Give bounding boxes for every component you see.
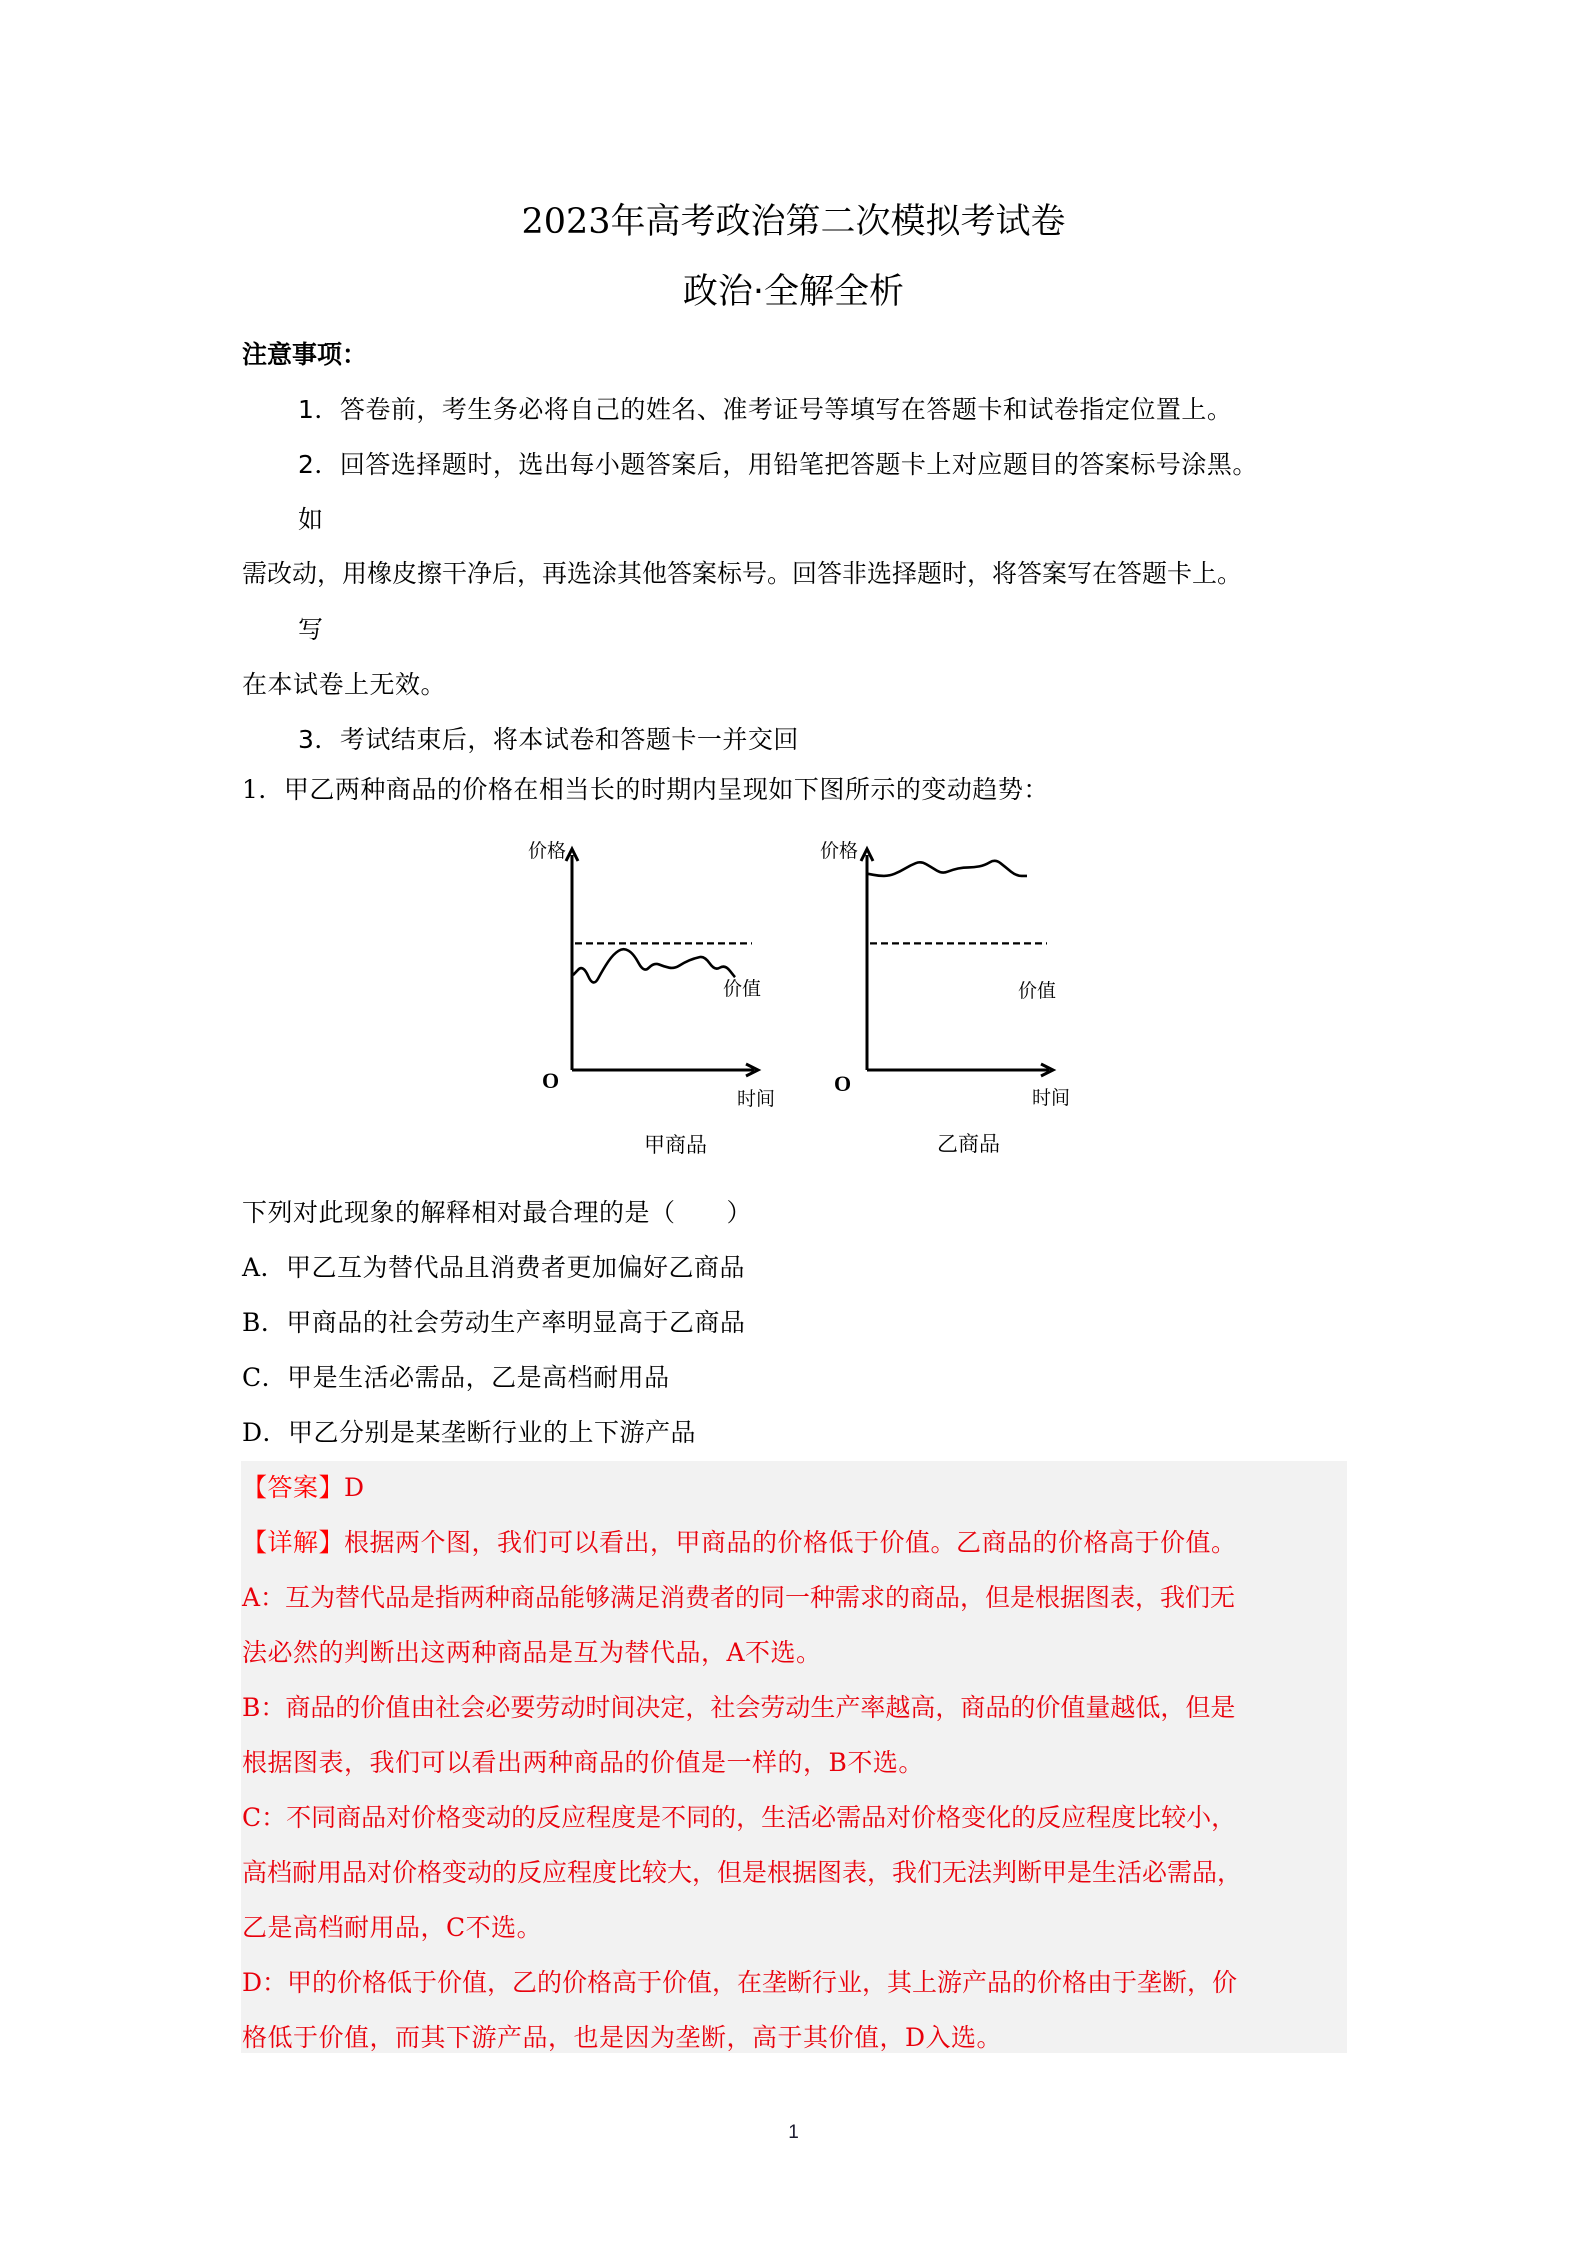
price-line <box>868 861 1027 876</box>
detail-line: 乙是高档耐用品，C不选。 <box>242 1913 543 1942</box>
x-axis-label: 时间 <box>1032 1087 1071 1109</box>
question-stem: 1．甲乙两种商品的价格在相当长的时期内呈现如下图所示的变动趋势： <box>242 775 1049 804</box>
notice-line: 如 <box>298 505 324 534</box>
chart-jia <box>520 835 800 1165</box>
notice-line: 3．考试结束后，将本试卷和答题卡一并交回 <box>298 725 799 754</box>
detail-line: 根据图表，我们可以看出两种商品的价值是一样的，B不选。 <box>242 1748 924 1777</box>
detail-line <box>242 1526 1237 1560</box>
detail-tag: 【详解】 <box>242 1528 345 1557</box>
notice-line: 写 <box>298 615 324 644</box>
page-subtitle: 政治·全解全析 <box>682 272 905 312</box>
chart-caption: 甲商品 <box>644 1133 707 1157</box>
origin-label: O <box>834 1071 852 1096</box>
option-a: A．甲乙互为替代品且消费者更加偏好乙商品 <box>242 1253 746 1282</box>
detail-line: C：不同商品对价格变动的反应程度是不同的，生活必需品对价格变化的反应程度比较小， <box>242 1803 1237 1832</box>
reference-label: 价值 <box>1018 980 1057 1002</box>
price-line <box>573 949 735 982</box>
chart-caption: 乙商品 <box>937 1132 1000 1156</box>
y-axis-label: 价格 <box>820 840 859 862</box>
origin-label: O <box>542 1068 560 1093</box>
notice-line: 1．答卷前，考生务必将自己的姓名、准考证号等填写在答题卡和试卷指定位置上。 <box>298 395 1233 424</box>
page-title: 2023年高考政治第二次模拟考试卷 <box>521 202 1066 242</box>
option-c: C．甲是生活必需品，乙是高档耐用品 <box>242 1363 670 1392</box>
detail-line: D：甲的价格低于价值，乙的价格高于价值，在垄断行业，其上游产品的价格由于垄断，价 <box>242 1968 1238 1997</box>
question-prompt: 下列对此现象的解释相对最合理的是（ ） <box>242 1198 753 1227</box>
notice-line: 在本试卷上无效。 <box>242 670 447 699</box>
chart-jia-plot <box>520 835 800 1165</box>
detail-line: 法必然的判断出这两种商品是互为替代品，A不选。 <box>242 1638 822 1667</box>
x-axis-label: 时间 <box>737 1088 776 1110</box>
notice-line: 2．回答选择题时，选出每小题答案后，用铅笔把答题卡上对应题目的答案标号涂黑。 <box>298 450 1258 479</box>
notice-line: 需改动，用橡皮擦干净后，再选涂其他答案标号。回答非选择题时，将答案写在答题卡上。 <box>242 559 1243 588</box>
answer-line <box>242 1471 365 1505</box>
reference-label: 价值 <box>723 978 762 1000</box>
detail-line: B：商品的价值由社会必要劳动时间决定，社会劳动生产率越高，商品的价值量越低，但是 <box>242 1693 1236 1722</box>
detail-text: 根据两个图，我们可以看出，甲商品的价格低于价值。乙商品的价格高于价值。 <box>344 1528 1237 1557</box>
detail-line: 格低于价值，而其下游产品，也是因为垄断，高于其价值，D入选。 <box>242 2023 1003 2052</box>
detail-line: A：互为替代品是指两种商品能够满足消费者的同一种需求的商品，但是根据图表，我们无 <box>242 1583 1236 1612</box>
chart-yi <box>815 835 1095 1165</box>
page-number: 1 <box>788 2122 799 2143</box>
y-axis-label: 价格 <box>528 840 567 862</box>
detail-line: 高档耐用品对价格变动的反应程度比较大，但是根据图表，我们无法判断甲是生活必需品， <box>242 1858 1243 1887</box>
answer-tag: 【答案】 <box>242 1473 345 1502</box>
notice-heading: 注意事项： <box>242 340 368 369</box>
option-b: B．甲商品的社会劳动生产率明显高于乙商品 <box>242 1308 746 1337</box>
option-d: D．甲乙分别是某垄断行业的上下游产品 <box>242 1418 697 1447</box>
answer-value: D <box>344 1473 365 1502</box>
